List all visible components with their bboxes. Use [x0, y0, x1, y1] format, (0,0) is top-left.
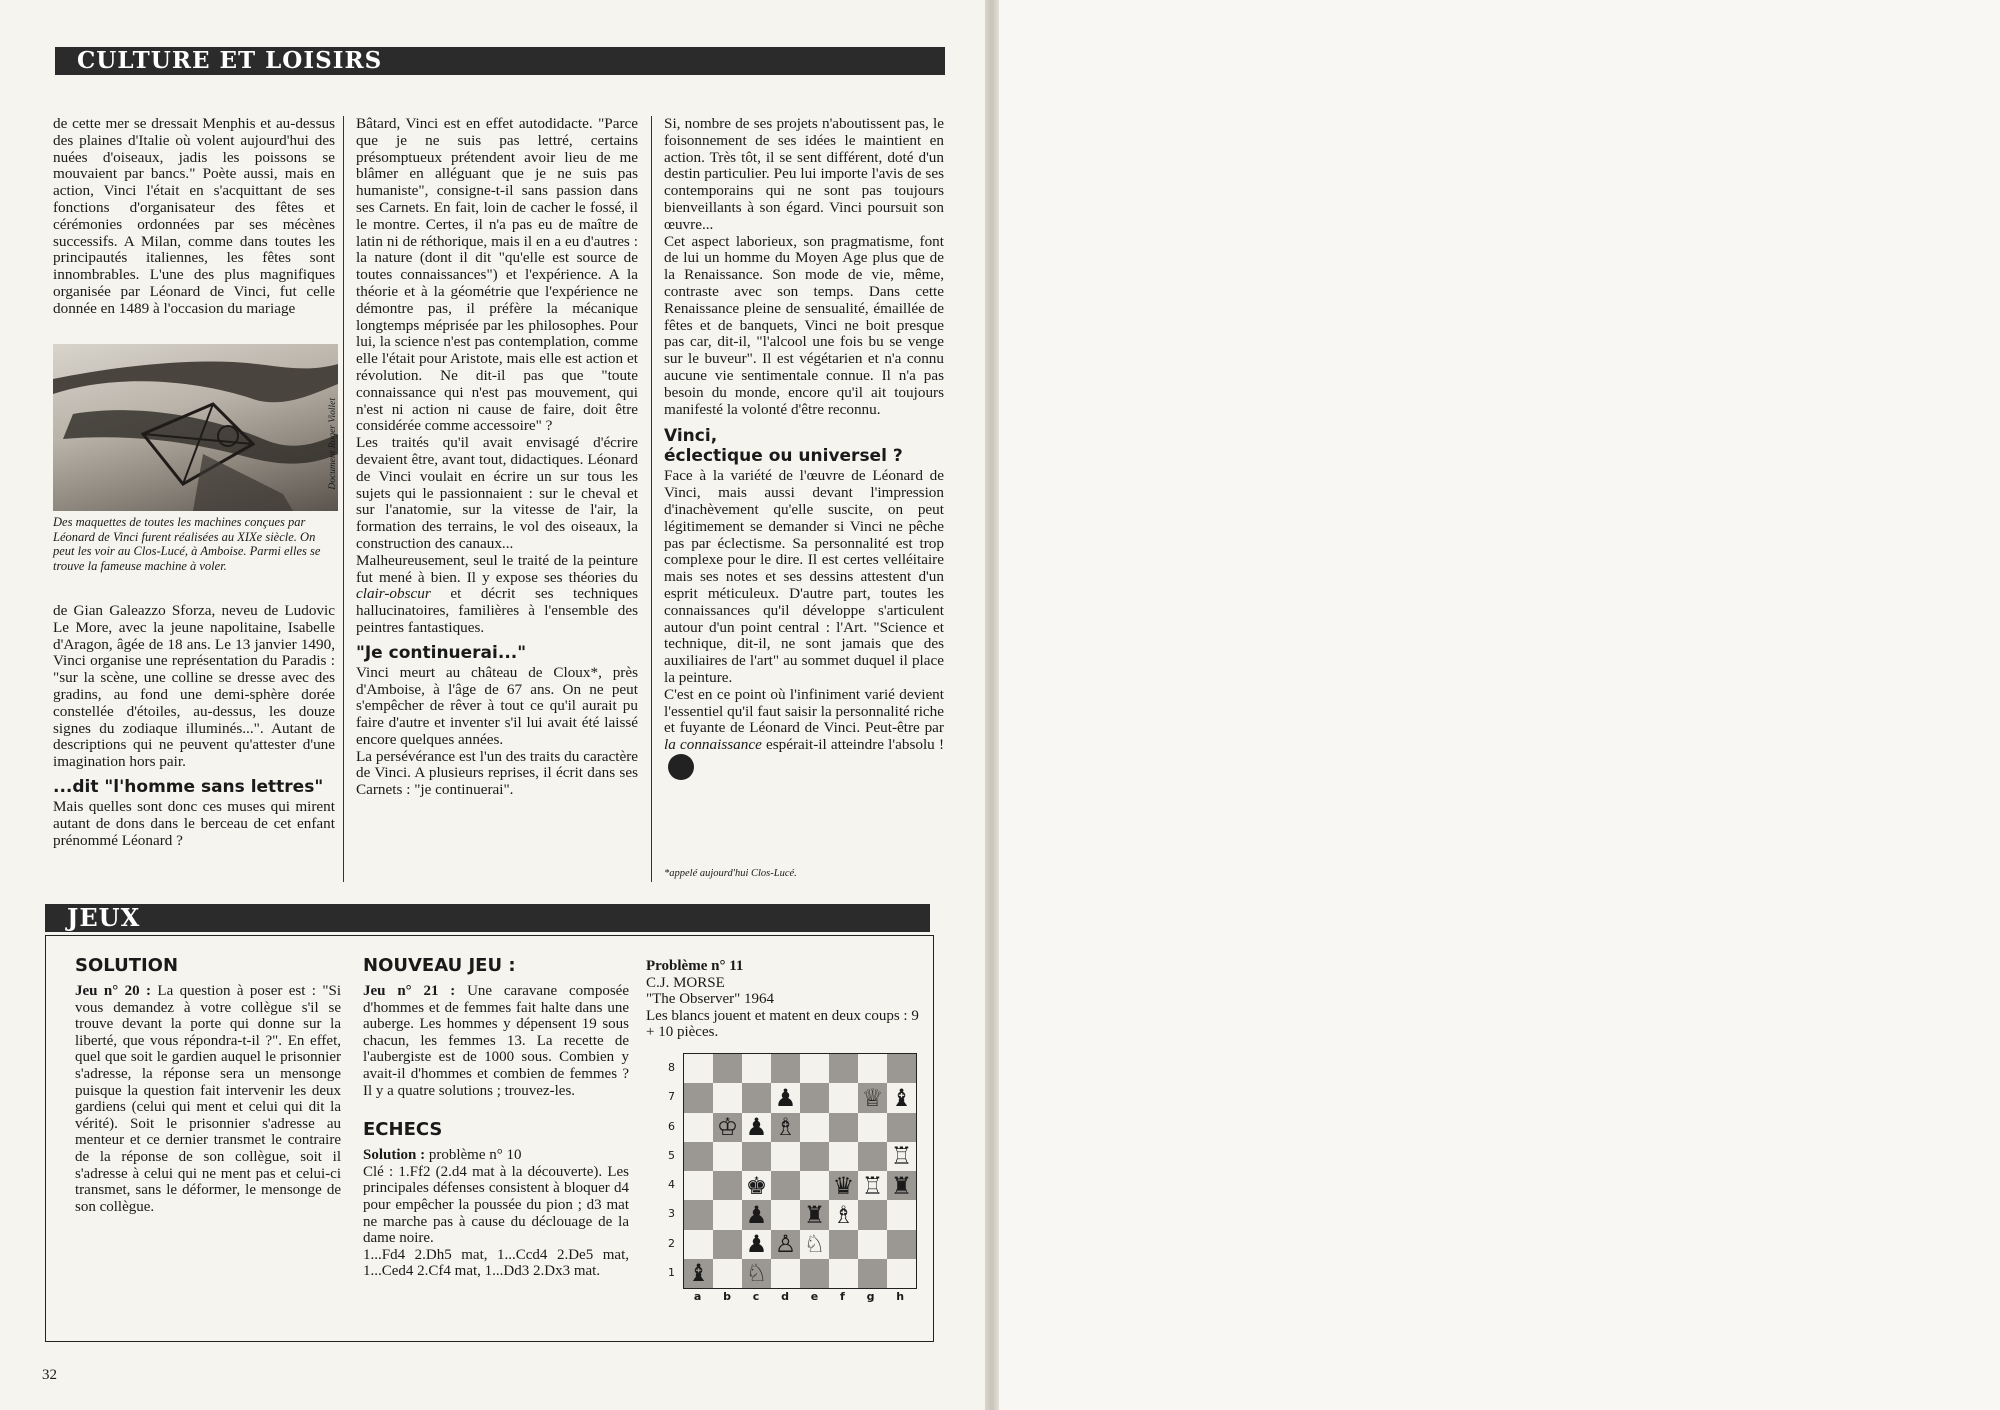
article-paragraph: de cette mer se dressait Menphis et au-dessus des plaines d'Italie où volent aujourd'hui des nuées d'oiseaux, jadis les poissons se mouvaient par bancs." Poète aussi, mais en action, Vinci l'était en s'acquittant de ses fonctions d'organisateur des fêtes et cérémonies ordonnées par ses mécènes successifs. A Milan, comme dans toutes les principautés italiennes, les fêtes sont innombrables. L'une des plus magnifiques organisée par Léonard de Vinci, fut celle donnée en 1489 à l'occasion du mariage [53, 115, 335, 317]
chess-square-b5 [713, 1142, 742, 1171]
chess-piece: ♝ [890, 1083, 913, 1112]
subheading-vinci-eclectique: Vinci, éclectique ou universel ? [664, 426, 903, 467]
file-label: d [781, 1290, 789, 1303]
file-label: e [810, 1290, 819, 1303]
section-header-culture: CULTURE ET LOISIRS [55, 47, 945, 75]
file-label: h [896, 1290, 905, 1303]
article-paragraph: Face à la variété de l'œuvre de Léonard de Vinci, mais aussi devant l'impression d'inachèvement qu'elle suscite, on peut légitimement se demander si Vinci ne pêche pas par éclectisme. Sa personnalité est trop complexe pour le dire. Il est certes velléitaire mais ses notes et ses dessins attestent d'un esprit méticuleux. D'autre part, toutes les connaissances qu'il développe s'articulent autour d'un point central : l'Art. "Science et technique, dit-il, ne sont jamais que des auxiliaires de l'art" au sommet duquel il place la peinture. [664, 467, 944, 686]
chess-board-grid [684, 1054, 916, 1288]
chess-square-d5 [771, 1142, 800, 1171]
chess-piece: ♟ [774, 1083, 797, 1112]
chess-square-d8 [771, 1054, 800, 1083]
section-header-jeux: JEUX [45, 904, 930, 932]
article-paragraph: Bâtard, Vinci est en effet autodidacte. "Parce que je ne suis pas lettré, certains présomptueux prétendent avoir lieu de me blâmer en alléguant que je ne suis pas humaniste", consigne-t-il sans passion dans ses Carnets. En fait, loin de cacher le fossé, il le montre. Certes, il n'a pas eu de maître de latin ni de réthorique, mais il en a eu d'autres : la nature (dont il dit "qu'elle est source de toutes connaissances") et l'expérience. A la théorie et à la géométrie que l'expérience ne démontre pas, il préfère la mécanique longtemps méprisée par les philosophes. Pour lui, la science n'est pas contemplation, comme elle l'était pour Aristote, mais elle est action et révolution. Ne dit-il pas que "toute connaissance qui n'est pas mouvement, qui n'est ni action ni cause de faire, doit être considérée comme accessoire" ? [356, 115, 638, 435]
article-paragraph: Vinci meurt au château de Cloux*, près d'Amboise, à l'âge de 67 ans. On ne peut s'empêcher de rêver à tout ce qu'il aurait pu faire d'autre et inventer s'il lui avait été laissé encore quelques années. [356, 663, 638, 748]
chess-square-f5 [829, 1142, 858, 1171]
chess-square-h2 [887, 1230, 916, 1259]
chess-square-c8 [742, 1054, 771, 1083]
chess-piece: ♜ [803, 1200, 826, 1229]
chess-square-f8 [829, 1054, 858, 1083]
article-paragraph: Les traités qu'il avait envisagé d'écrire devaient être, avant tout, didactiques. Léonard de Vinci voulait en écrire un sur tous les sujets qui le passionnaient : sur le cheval et sur l'anatomie, sur la vitesse de l'air, la formation des terrains, le vol des oiseaux, la construction des canaux... [356, 434, 638, 552]
chess-square-g7 [858, 1083, 887, 1112]
chess-square-e3 [800, 1200, 829, 1229]
chess-problem-column [646, 958, 921, 1041]
chess-piece: ♖ [861, 1171, 884, 1200]
solution-column [75, 955, 341, 1215]
chess-piece: ♚ [745, 1171, 768, 1200]
chess-piece: ♟ [745, 1230, 768, 1259]
article-column-1 [53, 116, 335, 318]
rank-label: 6 [668, 1119, 675, 1133]
chess-square-e6 [800, 1113, 829, 1142]
chess-square-a3 [684, 1200, 713, 1229]
chess-piece: ♝ [687, 1259, 710, 1288]
rank-label: 7 [668, 1090, 675, 1104]
chess-square-b1 [713, 1259, 742, 1288]
chess-piece: ♗ [774, 1113, 797, 1142]
chess-square-a2 [684, 1230, 713, 1259]
chess-piece: ♜ [890, 1171, 913, 1200]
chess-square-f3 [829, 1200, 858, 1229]
chess-square-c3 [742, 1200, 771, 1229]
chess-square-f1 [829, 1259, 858, 1288]
file-label: a [693, 1290, 702, 1303]
chess-square-f6 [829, 1113, 858, 1142]
problem-source: "The Observer" 1964 [646, 991, 775, 1008]
chess-square-h5 [887, 1142, 916, 1171]
chess-square-h7 [887, 1083, 916, 1112]
chess-piece: ♔ [716, 1113, 739, 1142]
chess-square-c1 [742, 1259, 771, 1288]
file-label: f [839, 1290, 845, 1303]
chess-piece: ♕ [861, 1083, 884, 1112]
rank-label: 4 [668, 1178, 675, 1192]
rank-label: 2 [668, 1236, 675, 1250]
photo-credit: Document Roger Viollet [328, 398, 338, 490]
new-game-text: Jeu n° 21 : Une caravane composée d'hommes et de femmes fait halte dans une auberge. Les hommes y dépensent 19 sous chacun, les femmes 13. La recette de l'aubergiste est de 1000 sous. Combien y avait-il d'hommes et combien de femmes ? Il y a quatre solutions ; trouvez-les. [363, 983, 629, 1099]
chess-square-a1 [684, 1259, 713, 1288]
chess-square-c6 [742, 1113, 771, 1142]
chess-square-e5 [800, 1142, 829, 1171]
solution-text: Jeu n° 20 : La question à poser est : "Si vous demandez à votre collègue s'il se trouve devant la porte qui donne sur la liberté, que vous répondra-t-il ?". En effet, quel que soit le gardien auquel le prisonnier s'adresse, la réponse sera un mensonge puisque la question fait intervenir les deux gardiens (celui qui ment et celui qui dit la vérité). Soit le prisonnier s'adresse au menteur et ce dernier transmet le contraire de la réponse de son collègue, soit il s'adresse à celui qui ne ment pas et celui-ci transmet, sans le déformer, le mensonge de son collègue. [75, 983, 342, 1215]
chess-square-b3 [713, 1200, 742, 1229]
chess-square-f4 [829, 1171, 858, 1200]
chess-square-g2 [858, 1230, 887, 1259]
chess-square-f7 [829, 1083, 858, 1112]
new-game-column [363, 955, 629, 1280]
chess-square-h6 [887, 1113, 916, 1142]
chess-square-d2 [771, 1230, 800, 1259]
chess-square-c7 [742, 1083, 771, 1112]
file-label: c [752, 1290, 760, 1303]
chess-square-b6 [713, 1113, 742, 1142]
chess-board [683, 1053, 917, 1289]
chess-square-e1 [800, 1259, 829, 1288]
chess-piece: ♙ [774, 1230, 797, 1259]
flying-machine-model-image [53, 344, 338, 511]
article-paragraph: La persévérance est l'un des traits du caractère de Vinci. A plusieurs reprises, il écrit dans ses Carnets : "je continuerai". [356, 747, 638, 799]
chess-square-g4 [858, 1171, 887, 1200]
chess-square-c2 [742, 1230, 771, 1259]
chess-square-c4 [742, 1171, 771, 1200]
problem-author: C.J. MORSE [646, 974, 725, 991]
chess-square-a8 [684, 1054, 713, 1083]
photo-caption: Des maquettes de toutes les machines conçues par Léonard de Vinci furent réalisées au XIXe siècle. On peut les voir au Clos-Lucé, à Amboise. Parmi elles se trouve la fameuse machine à voler. [53, 515, 321, 573]
chess-square-b2 [713, 1230, 742, 1259]
subheading-homme-sans-lettres: ...dit "l'homme sans lettres" [53, 776, 324, 797]
chess-square-a6 [684, 1113, 713, 1142]
chess-piece: ♘ [803, 1230, 826, 1259]
column-rule [343, 116, 344, 882]
rank-label: 1 [668, 1265, 675, 1279]
rank-label: 5 [668, 1148, 675, 1162]
chess-solution-variations: 1...Fd4 2.Dh5 mat, 1...Ccd4 2.De5 mat, 1...Ced4 2.Cf4 mat, 1...Dd3 2.Dx3 mat. [363, 1246, 629, 1280]
new-game-title: NOUVEAU JEU : [363, 955, 516, 976]
solution-title: SOLUTION [75, 955, 179, 976]
rank-label: 8 [668, 1061, 675, 1075]
chess-solution-key: Clé : 1.Ff2 (2.d4 mat à la découverte). Les principales défenses consistent à bloquer d4 pour empêcher la poussée du pion ; d3 mat ne marche pas à cause du déclouage de la dame noire. [363, 1163, 629, 1247]
chess-square-e7 [800, 1083, 829, 1112]
chess-square-a4 [684, 1171, 713, 1200]
chess-square-d7 [771, 1083, 800, 1112]
chess-square-d1 [771, 1259, 800, 1288]
right-page-blank [999, 0, 2000, 1410]
chess-square-a5 [684, 1142, 713, 1171]
chess-piece: ♘ [745, 1259, 768, 1288]
chess-square-b7 [713, 1083, 742, 1112]
chess-square-e2 [800, 1230, 829, 1259]
rank-label: 3 [668, 1207, 675, 1221]
chess-square-d6 [771, 1113, 800, 1142]
chess-square-a7 [684, 1083, 713, 1112]
article-paragraph: Mais quelles sont donc ces muses qui mirent autant de dons dans le berceau de cet enfant prénommé Léonard ? [53, 797, 335, 849]
chess-square-h8 [887, 1054, 916, 1083]
chess-title: ECHECS [363, 1119, 443, 1141]
page-number: 32 [42, 1367, 57, 1383]
article-column-1-continued [53, 603, 335, 849]
chess-square-d3 [771, 1200, 800, 1229]
page-gutter [985, 0, 999, 1410]
chess-square-h3 [887, 1200, 916, 1229]
chess-square-b8 [713, 1054, 742, 1083]
chess-square-b4 [713, 1171, 742, 1200]
chess-square-h4 [887, 1171, 916, 1200]
chess-piece: ♗ [832, 1200, 855, 1229]
chess-rank-labels [668, 1053, 680, 1287]
chess-square-f2 [829, 1230, 858, 1259]
article-paragraph: de Gian Galeazzo Sforza, neveu de Ludovic Le More, avec la jeune napolitaine, Isabelle d'Aragon, âgée de 18 ans. Le 13 janvier 1490, Vinci organise une représentation du Paradis : "sur la scène, une colline se dresse avec des gradins, au fond une demi-sphère dorée constellée d'étoiles, au-dessus, les douze signes du zodiaque illuminés...". Autant de descriptions qui ne peuvent qu'attester d'une imagination hors pair. [53, 602, 335, 771]
chess-square-d4 [771, 1171, 800, 1200]
chess-piece: ♟ [745, 1113, 768, 1142]
article-paragraph: Malheureusement, seul le traité de la peinture fut mené à bien. Il y expose ses théories du clair-obscur et décrit ses techniques hallucinatoires, familières à l'ensemble des peintres fantastiques. [356, 551, 638, 636]
chess-piece: ♛ [832, 1171, 855, 1200]
chess-square-g1 [858, 1259, 887, 1288]
chess-square-e8 [800, 1054, 829, 1083]
machine-photo [53, 344, 338, 511]
article-paragraph: Cet aspect laborieux, son pragmatisme, font de lui un homme du Moyen Age plus que de la Renaissance. Son mode de vie, même, contraste avec son temps. Dans cette Renaissance pleine de sensualité, émaillée de fêtes et de banquets, Vinci ne boit presque pas car, dit-il, "l'alcool une fois bu se venge sur le buveur". Il est végétarien et n'a connu aucune vie sentimentale connue. Il n'a pas besoin du monde, encore qu'il ait toujours manifesté la volonté d'être reconnu. [664, 232, 944, 418]
file-label: g [866, 1290, 875, 1303]
chess-square-g8 [858, 1054, 887, 1083]
article-column-3 [664, 116, 944, 780]
problem-text: Les blancs jouent et matent en deux coups : 9 + 10 pièces. [646, 1007, 919, 1041]
article-paragraph: Si, nombre de ses projets n'aboutissent pas, le foisonnement de ses idées le maintient en action. Très tôt, il se sent différent, doté d'un destin particulier. Peu lui importe l'avis de ses contemporains qui ne sont pas toujours bienveillants à son égard. Vinci poursuit son œuvre... [664, 115, 944, 233]
end-of-article-dot [668, 754, 694, 780]
problem-title: Problème n° 11 [646, 958, 744, 974]
chess-piece: ♟ [745, 1200, 768, 1229]
chess-square-g3 [858, 1200, 887, 1229]
chess-square-g5 [858, 1142, 887, 1171]
subheading-je-continuerai: "Je continuerai..." [356, 642, 527, 663]
file-label: b [723, 1290, 731, 1303]
chess-square-h1 [887, 1259, 916, 1288]
article-column-2 [356, 116, 638, 799]
chess-file-labels [683, 1290, 915, 1303]
chess-square-c5 [742, 1142, 771, 1171]
footnote: *appelé aujourd'hui Clos-Lucé. [664, 868, 797, 879]
chess-solution-text: Solution : problème n° 10 [363, 1147, 522, 1164]
chess-piece: ♖ [890, 1142, 913, 1171]
chess-square-g6 [858, 1113, 887, 1142]
chess-square-e4 [800, 1171, 829, 1200]
article-paragraph: C'est en ce point où l'infiniment varié devient l'essentiel qu'il faut saisir la personnalité riche et fuyante de Léonard de Vinci. Peut-être par la connaissance espérait-il atteindre l'absolu ! [664, 687, 944, 780]
column-rule [651, 116, 652, 882]
